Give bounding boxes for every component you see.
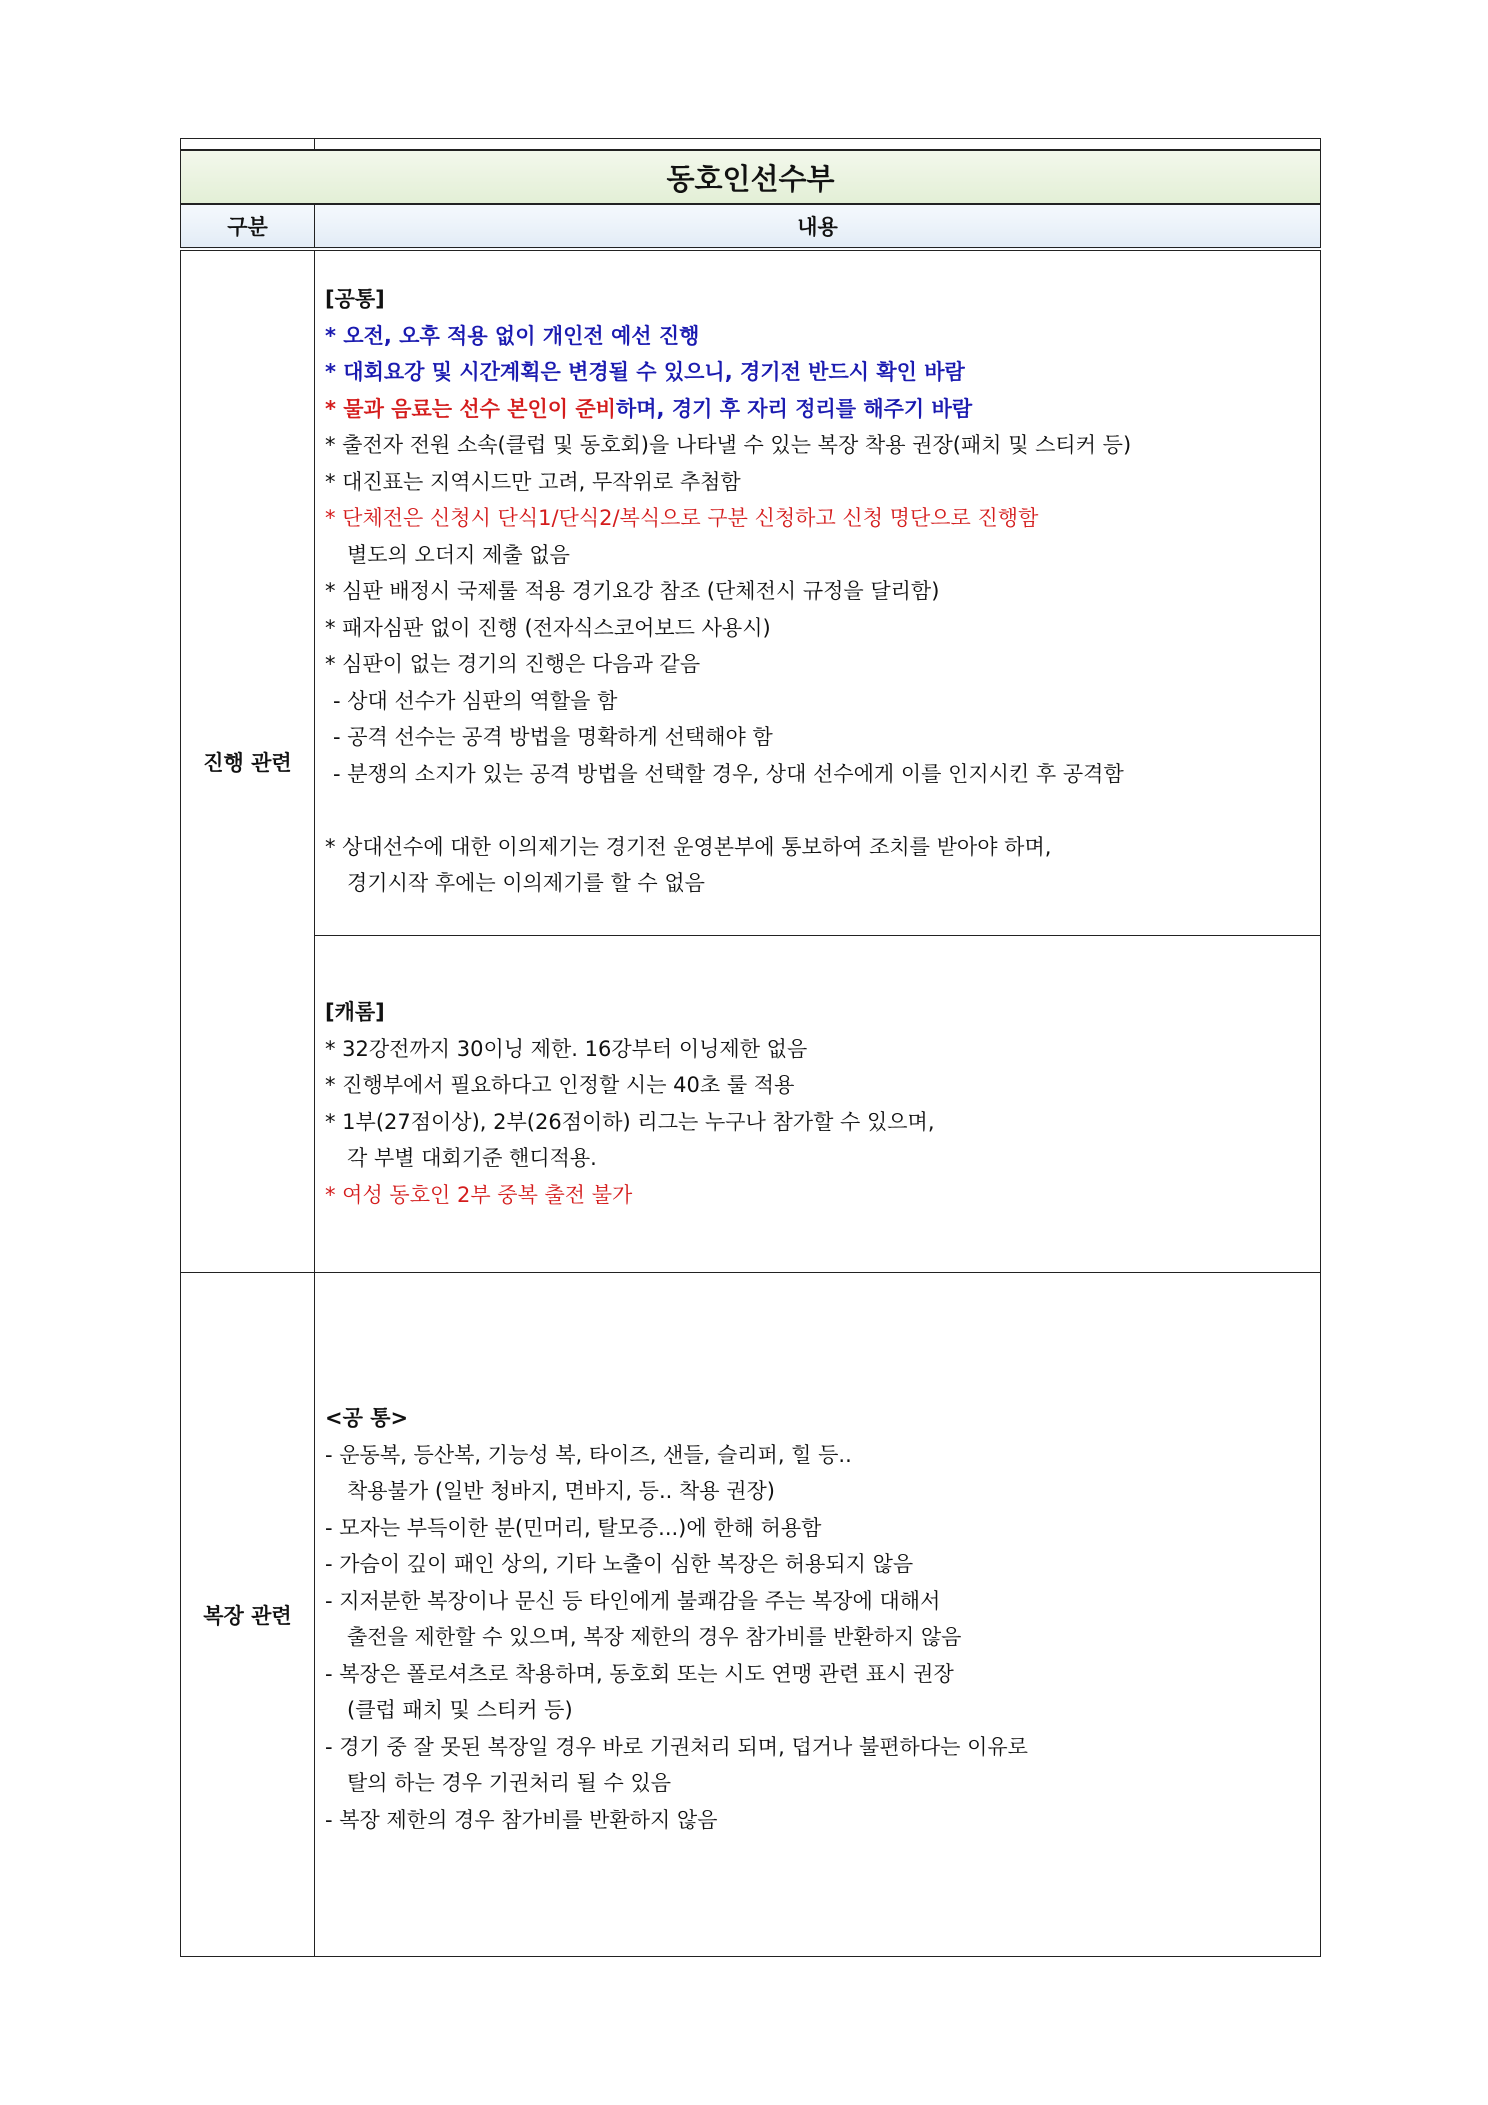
dress-row [181,1273,1321,1957]
dress-line: - 경기 중 잘 못된 복장일 경우 바로 기권처리 되며, 덥거나 불편하다는 이유로 [325,1734,1028,1759]
rule-line: * 대진표는 지역시드만 고려, 무작위로 추첨함 [325,469,741,494]
rule-dash-item: - 공격 선수는 공격 방법을 명확하게 선택해야 함 [333,725,773,749]
progress-label: 진행 관련 [181,249,315,1273]
header-row [181,204,1321,249]
dress-line: - 운동복, 등산복, 기능성 복, 타이즈, 샌들, 슬리퍼, 힐 등.. [325,1442,852,1467]
dress-line: - 지저분한 복장이나 문신 등 타인에게 불쾌감을 주는 복장에 대해서 [325,1588,941,1613]
carom-content [315,936,1320,1213]
dress-line: - 복장 제한의 경우 참가비를 반환하지 않음 [325,1807,718,1832]
carom-heading: [캐롬] [325,1000,385,1024]
dress-content [315,1273,1320,1838]
progress-carom-row [181,936,1321,1273]
dress-line: - 모자는 부득이한 분(민머리, 탈모증...)에 한해 허용함 [325,1515,822,1540]
rule-line-red: * 단체전은 신청시 단식1/단식2/복식으로 구분 신청하고 신청 명단으로 진행함 [325,506,1039,530]
rule-line: 경기시작 후에는 이의제기를 할 수 없음 [347,871,705,895]
header-content: 내용 [315,204,1321,249]
notice-red-part: * 물과 음료는 선수 본인이 준비 [325,396,616,421]
rule-line: * 심판이 없는 경기의 진행은 다음과 같음 [325,652,701,676]
rules-sheet [180,138,1320,1957]
dress-label: 복장 관련 [181,1273,315,1957]
notice-blue-part: 하며, 경기 후 자리 정리를 해주기 바람 [615,396,973,421]
top-border-row [181,139,1321,151]
carom-line-red: * 여성 동호인 2부 중복 출전 불가 [325,1182,633,1207]
carom-line: * 32강전까지 30이닝 제한. 16강부터 이닝제한 없음 [325,1036,808,1061]
dress-line: - 복장은 폴로셔츠로 착용하며, 동호회 또는 시도 연맹 관련 표시 권장 [325,1661,954,1686]
progress-common-content [315,251,1320,902]
dress-line: (클럽 패치 및 스티커 등) [347,1698,573,1722]
rules-table [180,138,1321,1957]
rule-line: * 패자심판 없이 진행 (전자식스코어보드 사용시) [325,615,771,640]
rule-line: * 심판 배정시 국제룰 적용 경기요강 참조 (단체전시 규정을 달리함) [325,579,940,603]
rule-line: 별도의 오더지 제출 없음 [347,542,570,567]
title-row [181,150,1321,204]
dress-heading: <공 통> [325,1406,409,1430]
rule-line: * 상대선수에 대한 이의제기는 경기전 운영본부에 통보하여 조치를 받아야 하며, [325,834,1052,859]
common-heading: [공통] [325,287,385,311]
notice-line: * 오전, 오후 적용 없이 개인전 예선 진행 [325,323,700,348]
dress-line: - 가슴이 깊이 패인 상의, 기타 노출이 심한 복장은 허용되지 않음 [325,1552,914,1576]
header-category: 구분 [181,204,315,249]
dress-line: 출전을 제한할 수 있으며, 복장 제한의 경우 참가비를 반환하지 않음 [347,1625,962,1649]
rule-dash-item: - 분쟁의 소지가 있는 공격 방법을 선택할 경우, 상대 선수에게 이를 인지시킨 후 공격함 [333,761,1124,786]
rule-dash-item: - 상대 선수가 심판의 역할을 함 [333,688,618,713]
notice-line-mixed [325,391,1310,428]
dress-line: 착용불가 (일반 청바지, 면바지, 등.. 착용 권장) [347,1479,775,1503]
page-title: 동호인선수부 [181,150,1321,204]
notice-line: * 대회요강 및 시간계획은 변경될 수 있으니, 경기전 반드시 확인 바람 [325,360,965,384]
rule-line: * 출전자 전원 소속(클럽 및 동호회)을 나타낼 수 있는 복장 착용 권장(패치 및 스티커 등) [325,433,1132,457]
carom-line: * 1부(27점이상), 2부(26점이하) 리그는 누구나 참가할 수 있으며, [325,1109,935,1134]
carom-line: 각 부별 대회기준 핸디적용. [347,1146,597,1170]
carom-line: * 진행부에서 필요하다고 인정할 시는 40초 룰 적용 [325,1073,795,1097]
progress-common-row [181,249,1321,936]
dress-line: 탈의 하는 경우 기권처리 될 수 있음 [347,1771,672,1795]
